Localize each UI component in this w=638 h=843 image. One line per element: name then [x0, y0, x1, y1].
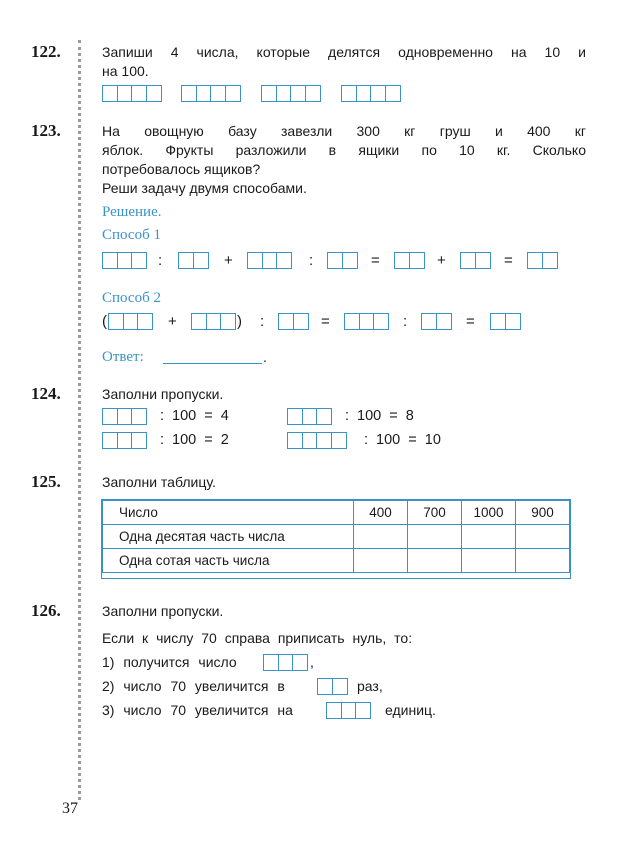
t124-expr-4: : 100 = 10 — [364, 432, 441, 448]
answer-cell[interactable] — [436, 313, 452, 330]
way1-box-3[interactable] — [247, 252, 292, 269]
way2-op-eq-2: = — [466, 313, 475, 330]
answer-cell[interactable] — [355, 702, 371, 719]
way2-box-2[interactable] — [191, 313, 236, 330]
t124-box-3[interactable] — [287, 408, 332, 425]
t126-box-2[interactable] — [317, 678, 348, 695]
answer-box-group-3[interactable] — [261, 85, 321, 102]
table-row — [103, 501, 570, 525]
task-123-number: 123. — [31, 121, 61, 140]
way-1-label: Способ 1 — [102, 227, 161, 243]
answer-cell[interactable] — [373, 313, 389, 330]
table-cell-input[interactable] — [516, 525, 570, 549]
table-row-label: Одна сотая часть числа — [103, 549, 354, 573]
way2-box-4[interactable] — [344, 313, 389, 330]
answer-cell[interactable] — [131, 408, 147, 425]
t124-box-4[interactable] — [287, 432, 347, 449]
answer-box-group-4[interactable] — [341, 85, 401, 102]
answer-cell[interactable] — [385, 85, 401, 102]
answer-cell[interactable] — [342, 252, 358, 269]
task-122-text-line1: Запиши 4 числа, которые делятся одновременно на 10 и — [102, 44, 586, 60]
table-row — [103, 549, 570, 573]
task-126-intro: Если к числу 70 справа приписать нуль, то: — [102, 630, 413, 646]
answer-box-group-2[interactable] — [181, 85, 241, 102]
answer-cell[interactable] — [331, 432, 347, 449]
task-122-text-line2: на 100. — [102, 63, 149, 79]
table-row — [103, 525, 570, 549]
way2-box-3[interactable] — [278, 313, 309, 330]
margin-dotted-line — [78, 40, 81, 800]
solution-label: Решение. — [102, 204, 162, 220]
way2-box-5[interactable] — [421, 313, 452, 330]
t126-item2-prefix: 2) число 70 увеличится в — [102, 678, 285, 694]
way1-box-5[interactable] — [394, 252, 425, 269]
t126-box-1[interactable] — [263, 654, 308, 671]
way2-box-1[interactable] — [108, 313, 153, 330]
task-126-number: 126. — [31, 601, 61, 620]
answer-cell[interactable] — [137, 313, 153, 330]
table-cell-input[interactable] — [516, 549, 570, 573]
table-header-value: 900 — [516, 501, 570, 525]
table-row-label: Одна десятая часть числа — [103, 525, 354, 549]
way2-op-div-1: : — [260, 313, 265, 330]
t124-expr-3: : 100 = 8 — [345, 408, 414, 424]
answer-cell[interactable] — [293, 313, 309, 330]
table-header-value: 1000 — [462, 501, 516, 525]
answer-cell[interactable] — [475, 252, 491, 269]
answer-line[interactable] — [163, 363, 262, 364]
t126-item3-prefix: 3) число 70 увеличится на — [102, 702, 293, 718]
task-126-title: Заполни пропуски. — [102, 603, 224, 619]
table-header-value: 700 — [408, 501, 462, 525]
t126-item2-suffix: раз, — [357, 678, 383, 694]
way1-box-6[interactable] — [460, 252, 491, 269]
answer-cell[interactable] — [276, 252, 292, 269]
way2-op-plus: + — [168, 313, 177, 330]
answer-end-dot: . — [263, 349, 267, 365]
way1-op-eq-1: = — [371, 252, 380, 269]
answer-cell[interactable] — [505, 313, 521, 330]
page-number: 37 — [62, 800, 78, 817]
t124-expr-1: : 100 = 4 — [160, 408, 229, 424]
answer-cell[interactable] — [305, 85, 321, 102]
t126-item3-suffix: единиц. — [385, 702, 436, 718]
table-header-value: 400 — [354, 501, 408, 525]
way2-op-eq-1: = — [321, 313, 330, 330]
answer-cell[interactable] — [220, 313, 236, 330]
answer-cell[interactable] — [146, 85, 162, 102]
t126-box-3[interactable] — [326, 702, 371, 719]
task-123-text-line2: яблок. Фрукты разложили в ящики по 10 кг. Сколько — [102, 142, 586, 158]
way1-op-eq-2: = — [504, 252, 513, 269]
way1-box-1[interactable] — [102, 252, 147, 269]
way2-paren-close: ) — [237, 313, 242, 330]
task-123-text-line1: На овощную базу завезли 300 кг груш и 400 кг — [102, 123, 586, 139]
answer-cell[interactable] — [131, 252, 147, 269]
way1-box-4[interactable] — [327, 252, 358, 269]
task-124-number: 124. — [31, 384, 61, 403]
task-123-text-line3: потребовалось ящиков? — [102, 161, 261, 177]
way1-box-7[interactable] — [527, 252, 558, 269]
table-cell-input[interactable] — [354, 525, 408, 549]
way1-op-plus-2: + — [437, 252, 446, 269]
answer-cell[interactable] — [332, 678, 348, 695]
task-124-title: Заполни пропуски. — [102, 386, 224, 402]
fill-table — [102, 500, 570, 573]
way2-paren-open: ( — [102, 313, 107, 330]
answer-cell[interactable] — [542, 252, 558, 269]
answer-box-group-1[interactable] — [102, 85, 162, 102]
table-cell-input[interactable] — [462, 549, 516, 573]
task-123-text-line4: Реши задачу двумя способами. — [102, 180, 307, 196]
answer-cell[interactable] — [131, 432, 147, 449]
table-cell-input[interactable] — [462, 525, 516, 549]
task-125-number: 125. — [31, 472, 61, 491]
answer-cell[interactable] — [409, 252, 425, 269]
task-122-number: 122. — [31, 42, 61, 61]
table-cell-input[interactable] — [408, 525, 462, 549]
way2-box-6[interactable] — [490, 313, 521, 330]
answer-cell[interactable] — [316, 408, 332, 425]
answer-cell[interactable] — [225, 85, 241, 102]
way-2-label: Способ 2 — [102, 290, 161, 306]
table-cell-input[interactable] — [354, 549, 408, 573]
way1-box-2[interactable] — [178, 252, 209, 269]
way1-op-plus-1: + — [224, 252, 233, 269]
t126-item1-suffix: , — [310, 654, 314, 670]
t124-box-2[interactable] — [102, 432, 147, 449]
task-125-title: Заполни таблицу. — [102, 474, 216, 490]
table-cell-input[interactable] — [408, 549, 462, 573]
answer-cell[interactable] — [193, 252, 209, 269]
t124-expr-2: : 100 = 2 — [160, 432, 229, 448]
way1-op-div-1: : — [158, 252, 163, 269]
t124-box-1[interactable] — [102, 408, 147, 425]
answer-label: Ответ: — [102, 349, 144, 365]
t126-item1-prefix: 1) получится число — [102, 654, 237, 670]
table-row-label: Число — [103, 501, 354, 525]
answer-cell[interactable] — [292, 654, 308, 671]
way1-op-div-2: : — [309, 252, 314, 269]
way2-op-div-2: : — [403, 313, 408, 330]
